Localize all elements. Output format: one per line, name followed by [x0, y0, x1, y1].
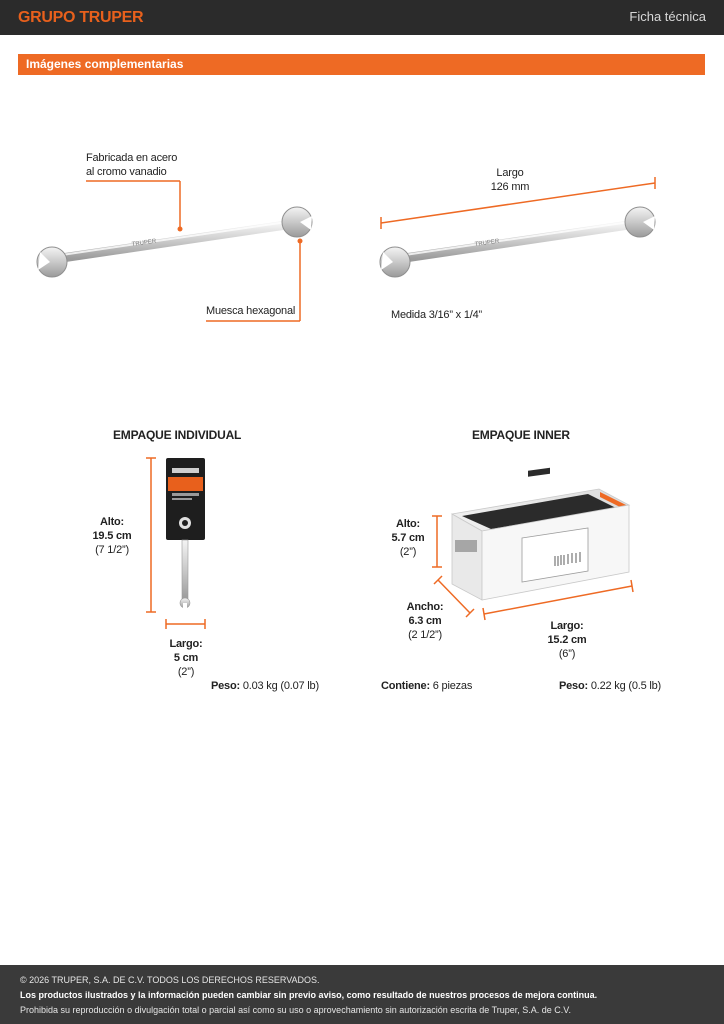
individual-pack-title: EMPAQUE INDIVIDUAL: [113, 428, 242, 442]
individual-height-title: Alto:: [99, 516, 125, 528]
inner-box-image: [452, 468, 629, 600]
individual-weight: [211, 679, 319, 693]
truper-logo: GRUPO TRUPER: [18, 9, 144, 26]
inner-width-cm: 6.3 cm: [408, 615, 442, 627]
section-title: Imágenes complementarias: [26, 57, 184, 71]
inner-contents: [381, 679, 472, 693]
document-type: Ficha técnica: [629, 9, 706, 24]
inner-height-cm: 5.7 cm: [391, 532, 425, 544]
inner-length-in: (6”): [558, 648, 576, 660]
notch-label: Muesca hexagonal: [206, 305, 296, 317]
footer-notice: Los productos ilustrados y la información pueden cambiar sin previo aviso, como resultado de nuestros procesos de mejora continua.: [20, 990, 598, 1000]
length-label: [480, 166, 540, 194]
footer: [0, 965, 724, 1024]
svg-text:TRUPER: TRUPER: [131, 238, 157, 248]
individual-weight-label: Peso:: [211, 680, 240, 692]
individual-length-cm: 5 cm: [173, 652, 199, 664]
wrench-left-image: [37, 207, 312, 277]
individual-length-line: [166, 619, 205, 629]
inner-weight-label: Peso:: [559, 680, 588, 692]
callout-material: [86, 181, 183, 232]
inner-height-title: Alto:: [395, 518, 421, 530]
individual-length-in: (2”): [177, 666, 195, 678]
footer-legal: Prohibida su reproducción o divulgación total o parcial así como su uso o aprovechamiento sin autorización escrita de Truper, S.A. de C.V.: [20, 1005, 571, 1015]
inner-width-title: Ancho:: [406, 601, 444, 613]
inner-length-title: Largo:: [550, 620, 584, 632]
inner-weight: [559, 679, 661, 693]
inner-pack-title: EMPAQUE INNER: [472, 428, 570, 442]
inner-length-label: [537, 619, 597, 661]
individual-package-image: [166, 458, 205, 609]
material-line-1: Fabricada en acero: [86, 152, 178, 164]
inner-contents-value: 6 piezas: [432, 680, 473, 692]
footer-copyright: © 2026 TRUPER, S.A. DE C.V. TODOS LOS DERECHOS RESERVADOS.: [20, 975, 320, 985]
length-label-title: Largo: [496, 167, 524, 179]
material-line-2: al cromo vanadio: [86, 166, 167, 178]
individual-length-label: [156, 637, 216, 679]
size-label: Medida 3/16” x 1/4”: [391, 309, 482, 321]
individual-weight-value: 0.03 kg (0.07 lb): [242, 680, 319, 692]
inner-width-in: (2 1/2”): [408, 629, 442, 641]
inner-contents-label: Contiene:: [381, 680, 430, 692]
individual-height-in: (7 1/2”): [95, 544, 129, 556]
inner-height-label: [382, 517, 434, 559]
inner-weight-value: 0.22 kg (0.5 lb): [590, 680, 662, 692]
inner-length-cm: 15.2 cm: [547, 634, 587, 646]
individual-height-label: [76, 515, 148, 557]
inner-width-label: [396, 600, 454, 642]
length-label-value: 126 mm: [490, 181, 530, 193]
material-label: [86, 151, 177, 179]
inner-height-in: (2”): [399, 546, 417, 558]
svg-text:TRUPER: TRUPER: [474, 238, 500, 248]
individual-height-cm: 19.5 cm: [92, 530, 132, 542]
individual-length-title: Largo:: [169, 638, 203, 650]
